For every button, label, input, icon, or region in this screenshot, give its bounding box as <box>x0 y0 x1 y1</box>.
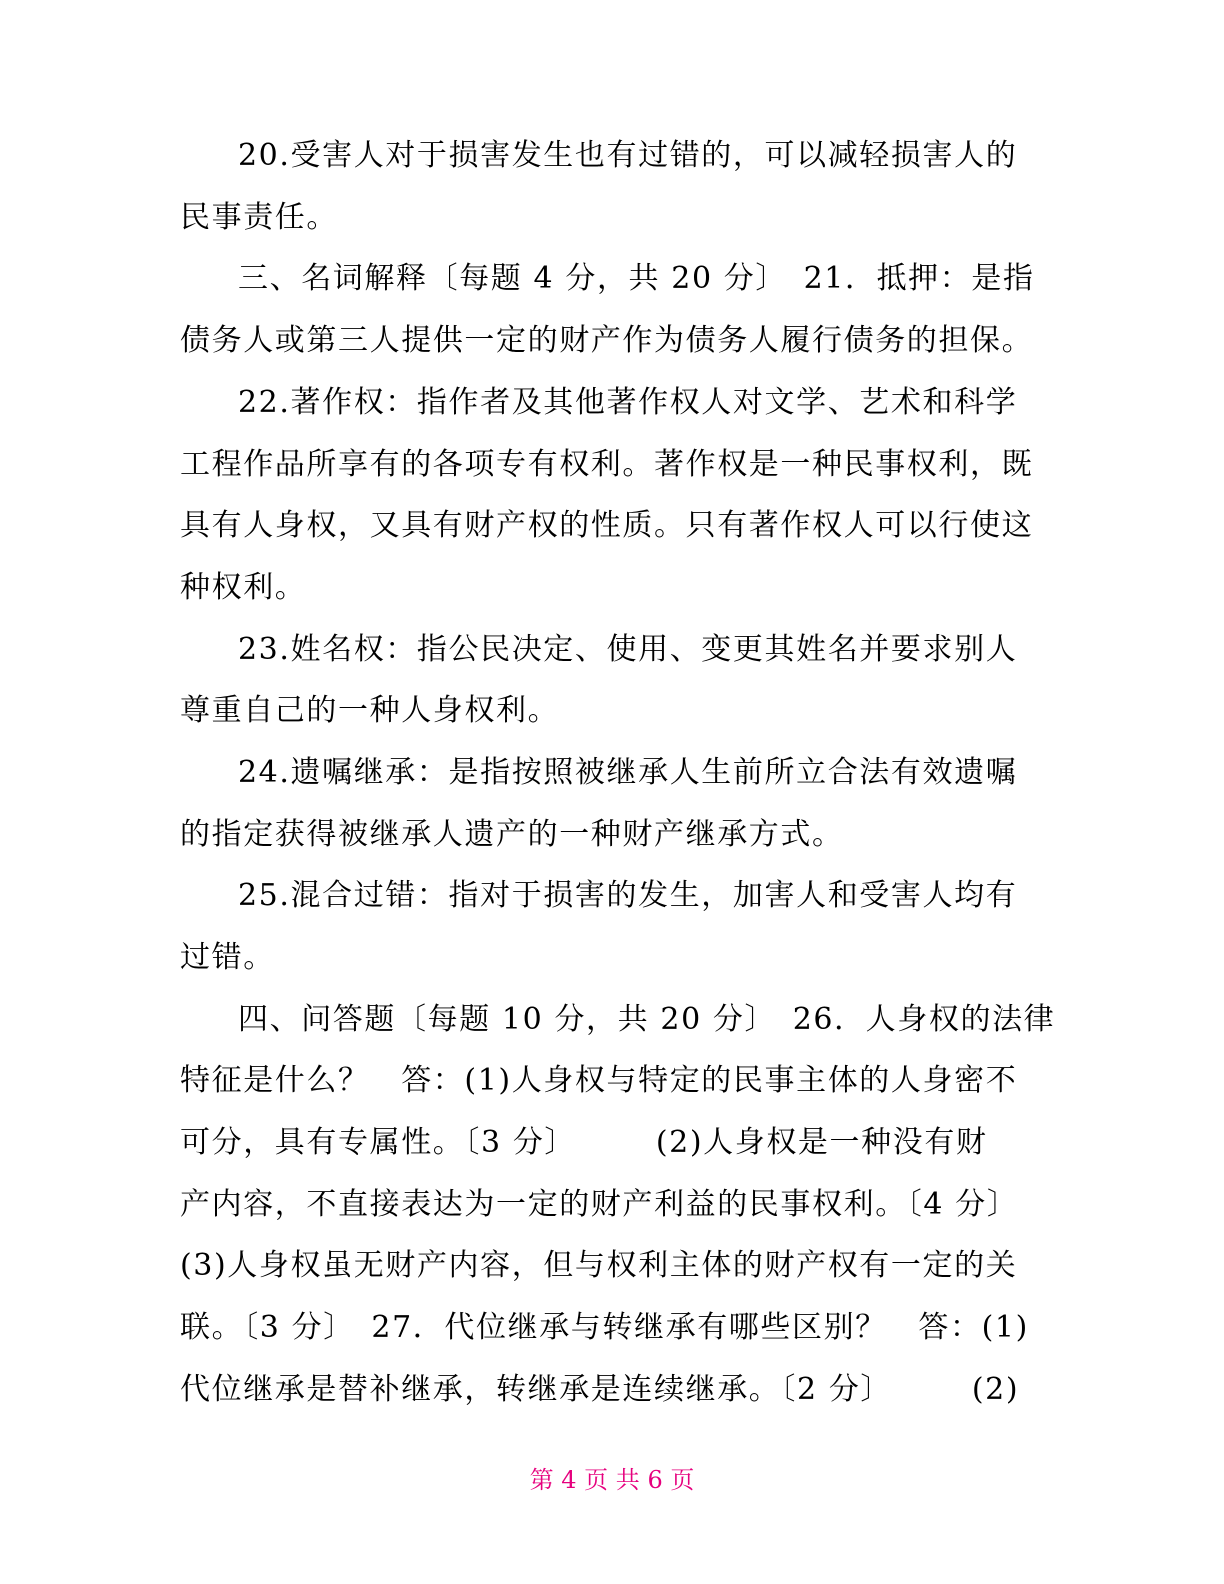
text-line: 特征是什么？ 答：(1)人身权与特定的民事主体的人身密不 <box>180 1063 1018 1098</box>
text-line: 过错。 <box>180 940 275 975</box>
text-line: 25.混合过错：指对于损害的发生，加害人和受害人均有 <box>238 878 1018 913</box>
text-line: 种权利。 <box>180 570 307 605</box>
page-number: 第 4 页 共 6 页 <box>529 1466 695 1494</box>
text-line: 22.著作权：指作者及其他著作权人对文学、艺术和科学 <box>238 385 1018 420</box>
text-line: 民事责任。 <box>180 200 338 235</box>
text-line: 20.受害人对于损害发生也有过错的，可以减轻损害人的 <box>238 138 1018 173</box>
text-line: 的指定获得被继承人遗产的一种财产继承方式。 <box>180 817 844 852</box>
text-line: 23.姓名权：指公民决定、使用、变更其姓名并要求别人 <box>238 632 1018 667</box>
text-line: 四、问答题〔每题 10 分，共 20 分〕 26．人身权的法律 <box>238 1002 1056 1037</box>
text-line: (3)人身权虽无财产内容，但与权利主体的财产权有一定的关 <box>180 1248 1018 1283</box>
text-line: 工程作品所享有的各项专有权利。著作权是一种民事权利，既 <box>180 447 1034 482</box>
text-line: 可分，具有专属性。〔3 分〕 (2)人身权是一种没有财 <box>180 1125 988 1160</box>
text-line: 产内容，不直接表达为一定的财产利益的民事权利。〔4 分〕 <box>180 1187 1019 1222</box>
text-line: 联。〔3 分〕 27．代位继承与转继承有哪些区别？ 答：(1) <box>180 1310 1029 1345</box>
text-line: 三、名词解释〔每题 4 分，共 20 分〕 21．抵押：是指 <box>238 261 1035 296</box>
text-line: 代位继承是替补继承，转继承是连续继承。〔2 分〕 (2) <box>180 1372 1020 1407</box>
text-line: 具有人身权，又具有财产权的性质。只有著作权人可以行使这 <box>180 508 1034 543</box>
text-line: 尊重自己的一种人身权利。 <box>180 693 560 728</box>
text-line: 债务人或第三人提供一定的财产作为债务人履行债务的担保。 <box>180 323 1034 358</box>
text-line: 24.遗嘱继承：是指按照被继承人生前所立合法有效遗嘱 <box>238 755 1018 790</box>
